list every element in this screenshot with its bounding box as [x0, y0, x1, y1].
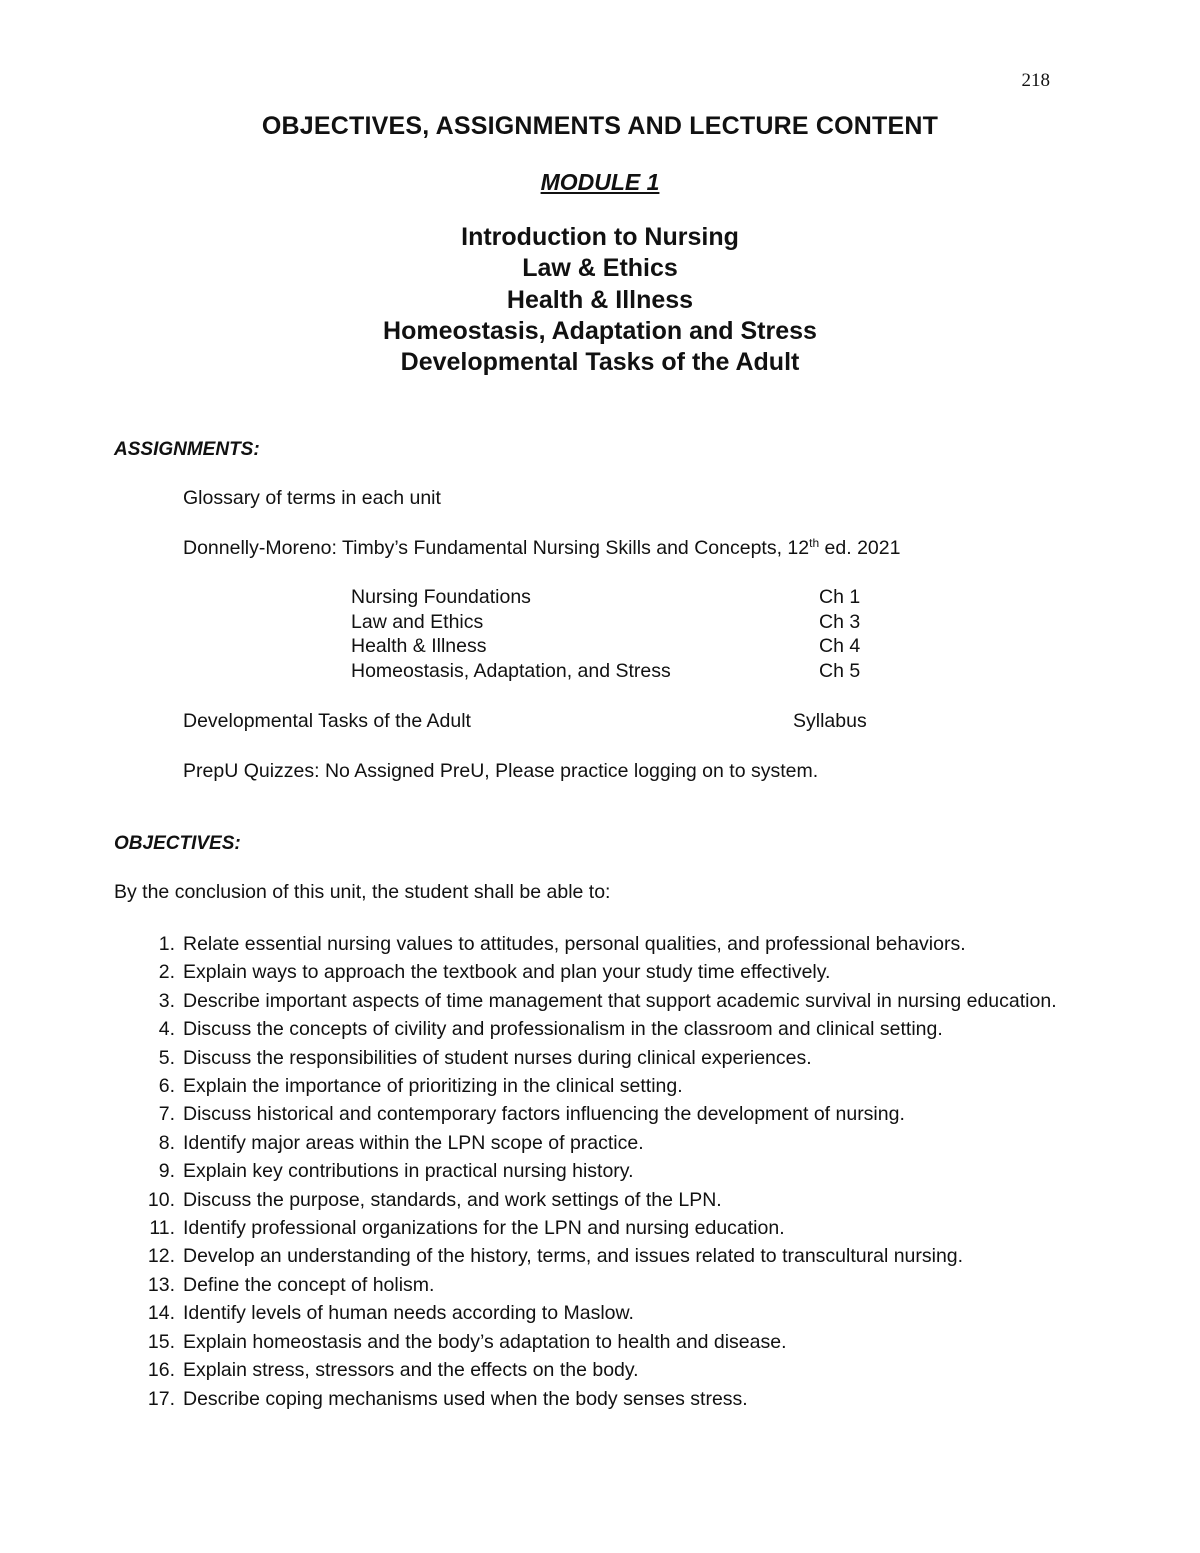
- chapter-number: Ch 3: [819, 611, 861, 633]
- objective-item: [114, 958, 1074, 986]
- objectives-list: [114, 930, 1074, 1413]
- objective-item: [114, 1186, 1074, 1214]
- topic-homeostasis: Homeostasis, Adaptation and Stress: [383, 317, 817, 345]
- objective-number: 9.: [158, 1160, 175, 1183]
- topic-law-ethics: Law & Ethics: [522, 254, 678, 282]
- objective-number: 16.: [147, 1359, 175, 1382]
- objective-text: Discuss the responsibilities of student nurses during clinical experiences.: [183, 1046, 812, 1069]
- objective-text: Identify major areas within the LPN scope of practice.: [183, 1131, 644, 1154]
- module-title: MODULE 1: [540, 169, 660, 195]
- topic-developmental: Developmental Tasks of the Adult: [400, 348, 800, 376]
- objective-text: Relate essential nursing values to attitudes, personal qualities, and professional behaviors.: [183, 933, 966, 955]
- objective-number: 17.: [147, 1387, 175, 1410]
- chapter-name: Homeostasis, Adaptation, and Stress: [351, 660, 671, 682]
- objective-text: Explain key contributions in practical nursing history.: [183, 1160, 634, 1183]
- objective-item: [114, 1242, 1074, 1270]
- objectives-intro: By the conclusion of this unit, the student shall be able to:: [114, 881, 611, 903]
- objectives-heading: OBJECTIVES:: [114, 833, 241, 854]
- page-number: 218: [1021, 70, 1050, 91]
- objective-number: 5.: [158, 1046, 175, 1069]
- objective-item: [114, 1157, 1074, 1185]
- objective-number: 12.: [147, 1245, 175, 1268]
- objective-text: Develop an understanding of the history, terms, and issues related to transcultural nursing.: [183, 1245, 964, 1268]
- topic-health-illness: Health & Illness: [506, 286, 694, 314]
- objective-text: Explain the importance of prioritizing in the clinical setting.: [183, 1075, 683, 1098]
- objective-number: 10.: [147, 1188, 175, 1211]
- objective-item: [114, 1299, 1074, 1327]
- prepu-note: PrepU Quizzes: No Assigned PreU, Please practice logging on to system.: [183, 760, 819, 782]
- chapter-name: Nursing Foundations: [351, 586, 531, 608]
- chapter-name: Health & Illness: [351, 635, 487, 657]
- chapter-number: Ch 4: [819, 635, 861, 657]
- chapter-row: [351, 660, 871, 685]
- objective-number: 2.: [158, 961, 175, 984]
- objective-item: [114, 1271, 1074, 1299]
- objective-item: [114, 1385, 1074, 1413]
- chapter-number: Ch 1: [819, 586, 861, 608]
- objective-number: 3.: [158, 989, 175, 1012]
- objective-item: [114, 1356, 1074, 1384]
- objective-item: [114, 1328, 1074, 1356]
- objective-number: 15.: [147, 1330, 175, 1353]
- objective-text: Explain ways to approach the textbook and plan your study time effectively.: [183, 961, 831, 984]
- assignments-heading: ASSIGNMENTS:: [114, 439, 260, 460]
- objective-item: [114, 930, 1074, 958]
- objective-number: 8.: [158, 1131, 175, 1154]
- objective-number: 7.: [158, 1103, 175, 1126]
- objective-text: Discuss historical and contemporary factors influencing the development of nursing.: [183, 1103, 905, 1126]
- objective-text: Explain stress, stressors and the effects on the body.: [183, 1359, 639, 1382]
- chapter-name: Law and Ethics: [351, 611, 484, 633]
- objective-item: [114, 1214, 1074, 1242]
- objective-item: [114, 1044, 1074, 1072]
- objective-item: [114, 1100, 1074, 1128]
- objective-item: [114, 1129, 1074, 1157]
- objective-number: 11.: [149, 1217, 175, 1240]
- developmental-assignment: Developmental Tasks of the Adult: [183, 710, 471, 732]
- textbook-assignment: [183, 536, 900, 560]
- objective-number: 4.: [158, 1018, 175, 1041]
- objective-number: 1.: [158, 933, 175, 955]
- objective-text: Define the concept of holism.: [183, 1273, 435, 1296]
- chapter-row: [351, 586, 871, 611]
- glossary-assignment: Glossary of terms in each unit: [183, 487, 441, 509]
- chapter-row: [351, 611, 871, 636]
- objective-number: 14.: [147, 1302, 175, 1325]
- objective-number: 13.: [147, 1273, 175, 1296]
- objective-text: Describe important aspects of time management that support academic survival in nursing education.: [183, 989, 1057, 1012]
- objective-text: Identify professional organizations for the LPN and nursing education.: [183, 1217, 785, 1240]
- objective-text: Discuss the concepts of civility and professionalism in the classroom and clinical setting.: [183, 1018, 943, 1041]
- objective-item: [114, 1015, 1074, 1043]
- objective-item: [114, 1072, 1074, 1100]
- objective-number: 6.: [158, 1075, 175, 1098]
- page-title: OBJECTIVES, ASSIGNMENTS AND LECTURE CONTENT: [261, 112, 939, 140]
- developmental-source: Syllabus: [793, 710, 867, 732]
- objective-item: [114, 987, 1074, 1015]
- objective-text: Describe coping mechanisms used when the body senses stress.: [183, 1387, 748, 1410]
- objective-text: Explain homeostasis and the body’s adaptation to health and disease.: [183, 1330, 787, 1353]
- objective-text: Identify levels of human needs according to Maslow.: [183, 1302, 634, 1325]
- textbook-title: Donnelly-Moreno: Timby’s Fundamental Nursing Skills and Concepts, 12: [183, 537, 810, 559]
- topic-introduction: Introduction to Nursing: [461, 223, 739, 251]
- textbook-edition: ed. 2021: [819, 537, 901, 559]
- edition-superscript: th: [809, 536, 820, 550]
- chapter-row: [351, 635, 871, 660]
- objective-text: Discuss the purpose, standards, and work settings of the LPN.: [183, 1188, 722, 1211]
- chapter-number: Ch 5: [819, 660, 861, 682]
